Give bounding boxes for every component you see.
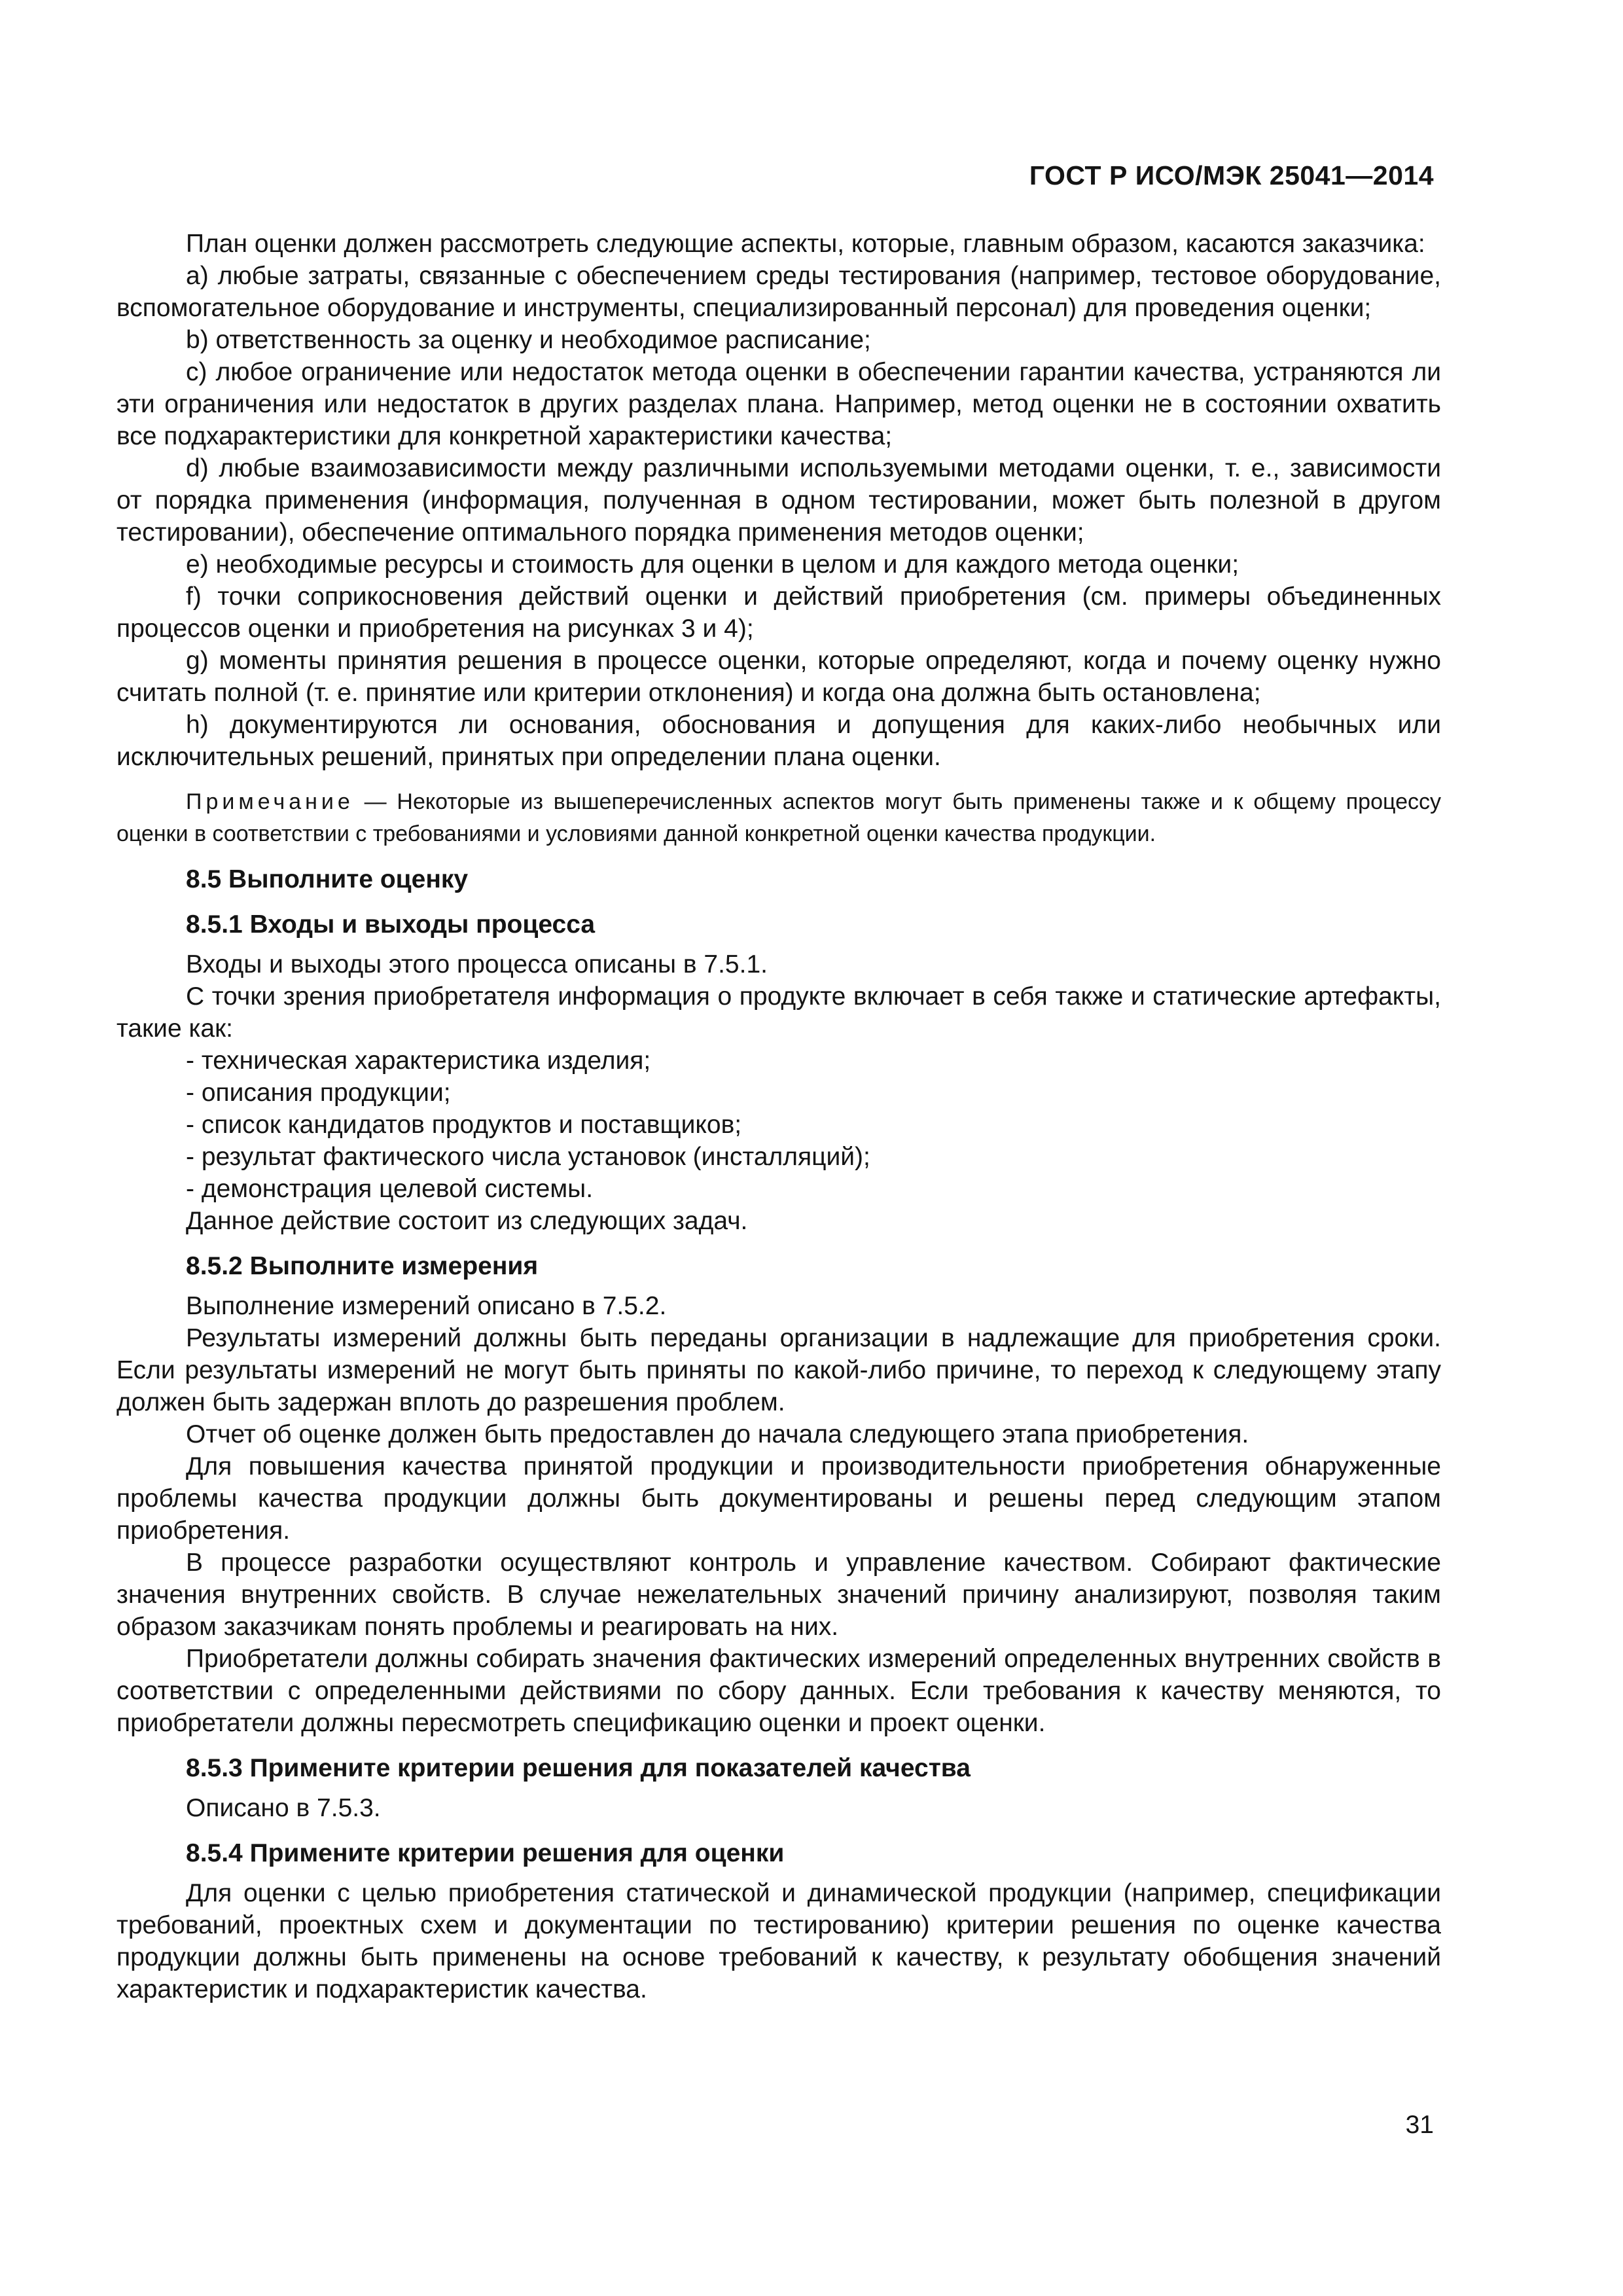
note-label: Примечание <box>186 789 354 814</box>
list-item: d) любые взаимозависимости между различными используемыми методами оценки, т. е., зависимости от порядка применения (информация, полученная в одном тестировании, может быть полезной в другом тестировании), обеспечение оптимального порядка применения методов оценки; <box>116 454 1441 547</box>
list-item: b) ответственность за оценку и необходимое расписание; <box>186 326 871 354</box>
note-block <box>116 786 1441 850</box>
paragraph: С точки зрения приобретателя информация о продукте включает в себя также и статические артефакты, такие как: <box>116 982 1441 1043</box>
paragraph: В процессе разработки осуществляют контроль и управление качеством. Собирают фактические значения внутренних свойств. В случае нежелательных значений причину анализируют, позволяя таким образом заказчикам понять проблемы и реагировать на них. <box>116 1549 1441 1641</box>
aspects-list <box>116 260 1441 773</box>
list-item: e) необходимые ресурсы и стоимость для оценки в целом и для каждого метода оценки; <box>186 550 1240 579</box>
artifacts-list <box>116 1045 1441 1205</box>
paragraph: Отчет об оценке должен быть предоставлен до начала следующего этапа приобретения. <box>186 1420 1249 1448</box>
paragraph: Описано в 7.5.3. <box>186 1794 381 1822</box>
list-item: - демонстрация целевой системы. <box>186 1175 594 1203</box>
section-heading-8-5-4: 8.5.4 Примените критерии решения для оценки <box>186 1839 785 1867</box>
list-item: - список кандидатов продуктов и поставщиков; <box>186 1111 742 1139</box>
section-heading-8-5-2: 8.5.2 Выполните измерения <box>186 1252 539 1280</box>
list-item: - описания продукции; <box>186 1079 451 1107</box>
list-item: - результат фактического числа установок (инсталляций); <box>186 1143 870 1171</box>
list-item: h) документируются ли основания, обоснования и допущения для каких-либо необычных или исключительных решений, принятых при определении плана оценки. <box>116 711 1441 771</box>
section-heading-8-5-3: 8.5.3 Примените критерии решения для показателей качества <box>186 1754 971 1782</box>
list-item: g) моменты принятия решения в процессе оценки, которые определяют, когда и почему оценку нужно считать полной (т. е. принятие или критерии отклонения) и когда она должна быть остановлена; <box>116 647 1441 707</box>
intro-paragraph: План оценки должен рассмотреть следующие аспекты, которые, главным образом, касаются заказчика: <box>186 230 1425 258</box>
section-heading-8-5: 8.5 Выполните оценку <box>186 865 469 893</box>
page-number: 31 <box>1405 2111 1434 2139</box>
paragraph: Выполнение измерений описано в 7.5.2. <box>186 1292 667 1320</box>
list-item: c) любое ограничение или недостаток метода оценки в обеспечении гарантии качества, устраняются ли эти ограничения или недостаток в других разделах плана. Например, метод оценки не в состоянии охватить все подхарактеристики для конкретной характеристики качества; <box>116 358 1441 450</box>
list-item: a) любые затраты, связанные с обеспечением среды тестирования (например, тестовое оборудование, вспомогательное оборудование и инструменты, специализированный персонал) для проведения оценки; <box>116 262 1441 322</box>
note-text: — Некоторые из вышеперечисленных аспектов могут быть применены также и к общему процессу оценки в соответствии с требованиями и условиями данной конкретной оценки качества продукции. <box>116 789 1441 846</box>
standard-header: ГОСТ Р ИСО/МЭК 25041—2014 <box>1029 160 1434 190</box>
paragraph: Данное действие состоит из следующих задач. <box>186 1207 748 1235</box>
paragraph: Результаты измерений должны быть переданы организации в надлежащие для приобретения сроки. Если результаты измерений не могут быть приняты по какой-либо причине, то переход к следующему этапу должен быть задержан вплоть до разрешения проблем. <box>116 1324 1441 1416</box>
paragraph: Для повышения качества принятой продукции и производительности приобретения обнаруженные проблемы качества продукции должны быть документированы и решены перед следующим этапом приобретения. <box>116 1452 1441 1545</box>
section-heading-8-5-1: 8.5.1 Входы и выходы процесса <box>186 910 596 939</box>
paragraph: Для оценки с целью приобретения статической и динамической продукции (например, спецификации требований, проектных схем и документации по тестированию) критерии решения по оценке качества продукции должны быть применены на основе требований к качеству, к результату обобщения значений характеристик и подхарактеристик качества. <box>116 1879 1441 2003</box>
list-item: - техническая характеристика изделия; <box>186 1047 651 1075</box>
list-item: f) точки соприкосновения действий оценки и действий приобретения (см. примеры объединенных процессов оценки и приобретения на рисунках 3 и 4); <box>116 583 1441 643</box>
page-content <box>116 228 1441 2005</box>
paragraph: Приобретатели должны собирать значения фактических измерений определенных внутренних свойств в соответствии с определенными действиями по сбору данных. Если требования к качеству меняются, то приобретатели должны пересмотреть спецификацию оценки и проект оценки. <box>116 1645 1441 1737</box>
paragraph: Входы и выходы этого процесса описаны в 7.5.1. <box>186 950 768 978</box>
